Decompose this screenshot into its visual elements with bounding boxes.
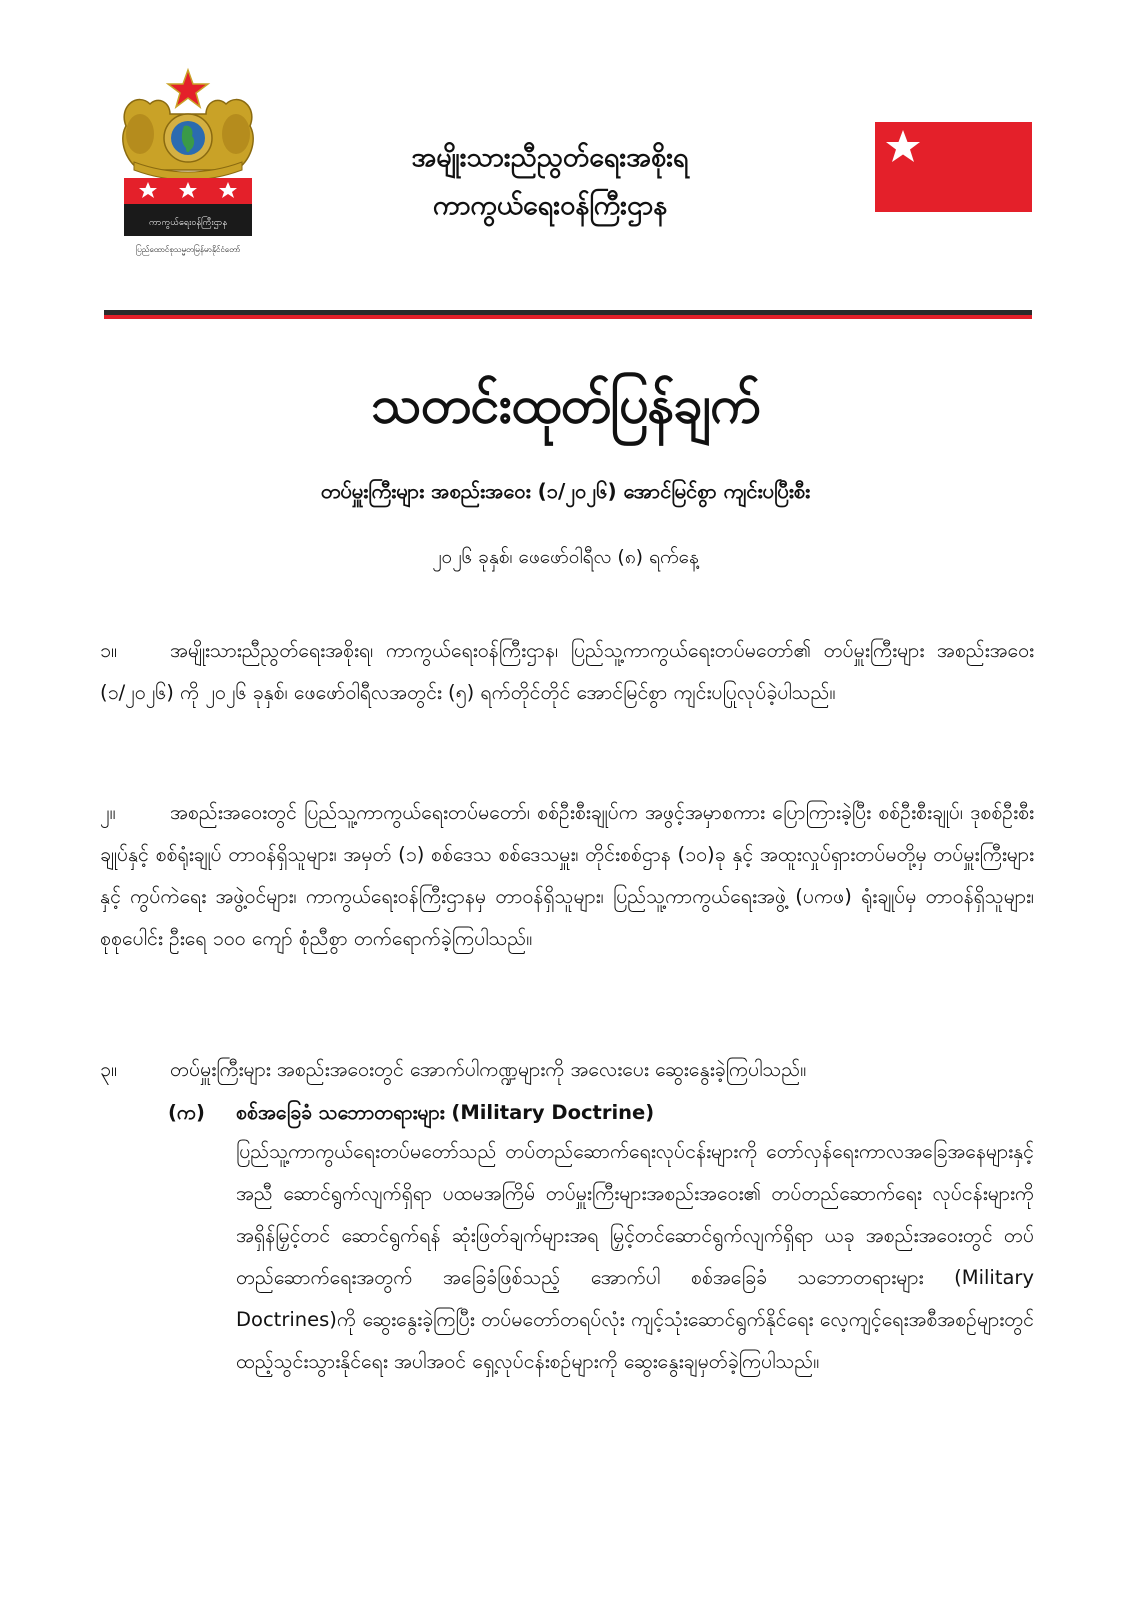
emblem-caption: ပြည်ထောင်စုသမ္မတမြန်မာနိုင်ငံတော်	[135, 245, 241, 254]
document-subtitle: တပ်မှူးကြီးများ အစည်းအဝေး (၁/၂၀၂၆) အောင်မြင်စွာ ကျင်းပပြီးစီး	[320, 479, 811, 503]
document-date: ၂၀၂၆ ခုနှစ်၊ ဖေဖော်ဝါရီလ (၈) ရက်နေ့	[432, 546, 699, 568]
paragraph-2	[100, 792, 1034, 960]
paragraph-text: အစည်းအဝေးတွင် ပြည်သူ့ကာကွယ်ရေးတပ်မတော်၊ စစ်ဦးစီးချုပ်က အဖွင့်အမှာစကား ပြောကြားခဲ့ပြီး စစ်ဦးစီးချုပ်၊ ဒုစစ်ဦးစီးချုပ်နှင့် စစ်ရုံးချုပ် တာဝန်ရှိသူများ၊ အမှတ် (၁) စစ်ဒေသ စစ်ဒေသမှူး၊ တိုင်းစစ်ဌာန (၁၀)ခု နှင့် အထူးလှုပ်ရှားတပ်မတို့မှ တပ်မှူးကြီးများနှင့် ကွပ်ကဲရေး အဖွဲ့ဝင်များ၊ ကာကွယ်ရေးဝန်ကြီးဌာနမှ တာဝန်ရှိသူများ၊ ပြည်သူ့ကာကွယ်ရေးအဖွဲ့ (ပကဖ) ရုံးချုပ်မှ တာဝန်ရှိသူများ၊ စုစုပေါင်း ဦးရေ ၁၀၀ ကျော် စုံညီစွာ တက်ရောက်ခဲ့ကြပါသည်။	[100, 801, 1034, 950]
ministry-title: ကာကွယ်ရေးဝန်ကြီးဌာန	[432, 190, 668, 221]
government-title: အမျိုးသားညီညွတ်ရေးအစိုးရ	[411, 142, 689, 173]
paragraph-text: အမျိုးသားညီညွတ်ရေးအစိုးရ၊ ကာကွယ်ရေးဝန်ကြီးဌာန၊ ပြည်သူ့ကာကွယ်ရေးတပ်မတော်၏ တပ်မှူးကြီးများ အစည်းအဝေး (၁/၂၀၂၆) ကို ၂၀၂၆ ခုနှစ်၊ ဖေဖော်ဝါရီလအတွင်း (၅) ရက်တိုင်တိုင် အောင်မြင်စွာ ကျင်းပပြုလုပ်ခဲ့ပါသည်။	[100, 639, 1034, 704]
subsection-title: စစ်အခြေခံ သဘောတရားများ (Military Doctrine)	[236, 1101, 655, 1124]
paragraph-3	[100, 1049, 1034, 1091]
subsection-heading	[168, 1092, 1028, 1134]
subsection-label: (က)	[168, 1101, 205, 1124]
paragraph-number: ၃။	[100, 1058, 117, 1081]
paragraph-number: ၂။	[100, 801, 116, 824]
state-emblem-icon	[104, 66, 272, 266]
header-divider-accent	[104, 315, 1032, 319]
subsection-text: ပြည်သူ့ကာကွယ်ရေးတပ်မတော်သည် တပ်တည်ဆောက်ရေးလုပ်ငန်းများကို တော်လှန်ရေးကာလအခြေအနေများနှင့်အညီ ဆောင်ရွက်လျက်ရှိရာ ပထမအကြိမ် တပ်မှူးကြီးများအစည်းအဝေး၏ တပ်တည်ဆောက်ရေး လုပ်ငန်းများကို အရှိန်မြှင့်တင် ဆောင်ရွက်ရန် ဆုံးဖြတ်ချက်များအရ မြှင့်တင်ဆောင်ရွက်လျက်ရှိရာ ယခု အစည်းအဝေးတွင် တပ်တည်ဆောက်ရေးအတွက် အခြေခံဖြစ်သည့် အောက်ပါ စစ်အခြေခံ သဘောတရားများ (Military Doctrines)ကို ဆွေးနွေးခဲ့ကြပြီး တပ်မတော်တရပ်လုံး ကျင့်သုံးဆောင်ရွက်နိုင်ရေး လေ့ကျင့်ရေးအစီအစဉ်များတွင် ထည့်သွင်းသွားနိုင်ရေး အပါအဝင် ရှေ့လုပ်ငန်းစဉ်များကို ဆွေးနွေးချမှတ်ခဲ့ကြပါသည်။	[236, 1140, 1034, 1373]
document-title: သတင်းထုတ်ပြန်ချက်	[371, 375, 760, 435]
emblem-band-text: ကာကွယ်ရေးဝန်ကြီးဌာန	[148, 218, 228, 228]
paragraph-number: ၁။	[100, 639, 117, 662]
flag-icon	[875, 122, 1032, 212]
paragraph-1	[100, 630, 1034, 714]
paragraph-text: တပ်မှူးကြီးများ အစည်းအဝေးတွင် အောက်ပါကဏ္ဍများကို အလေးပေး ဆွေးနွေးခဲ့ကြပါသည်။	[170, 1058, 807, 1081]
header-titles	[330, 134, 770, 230]
